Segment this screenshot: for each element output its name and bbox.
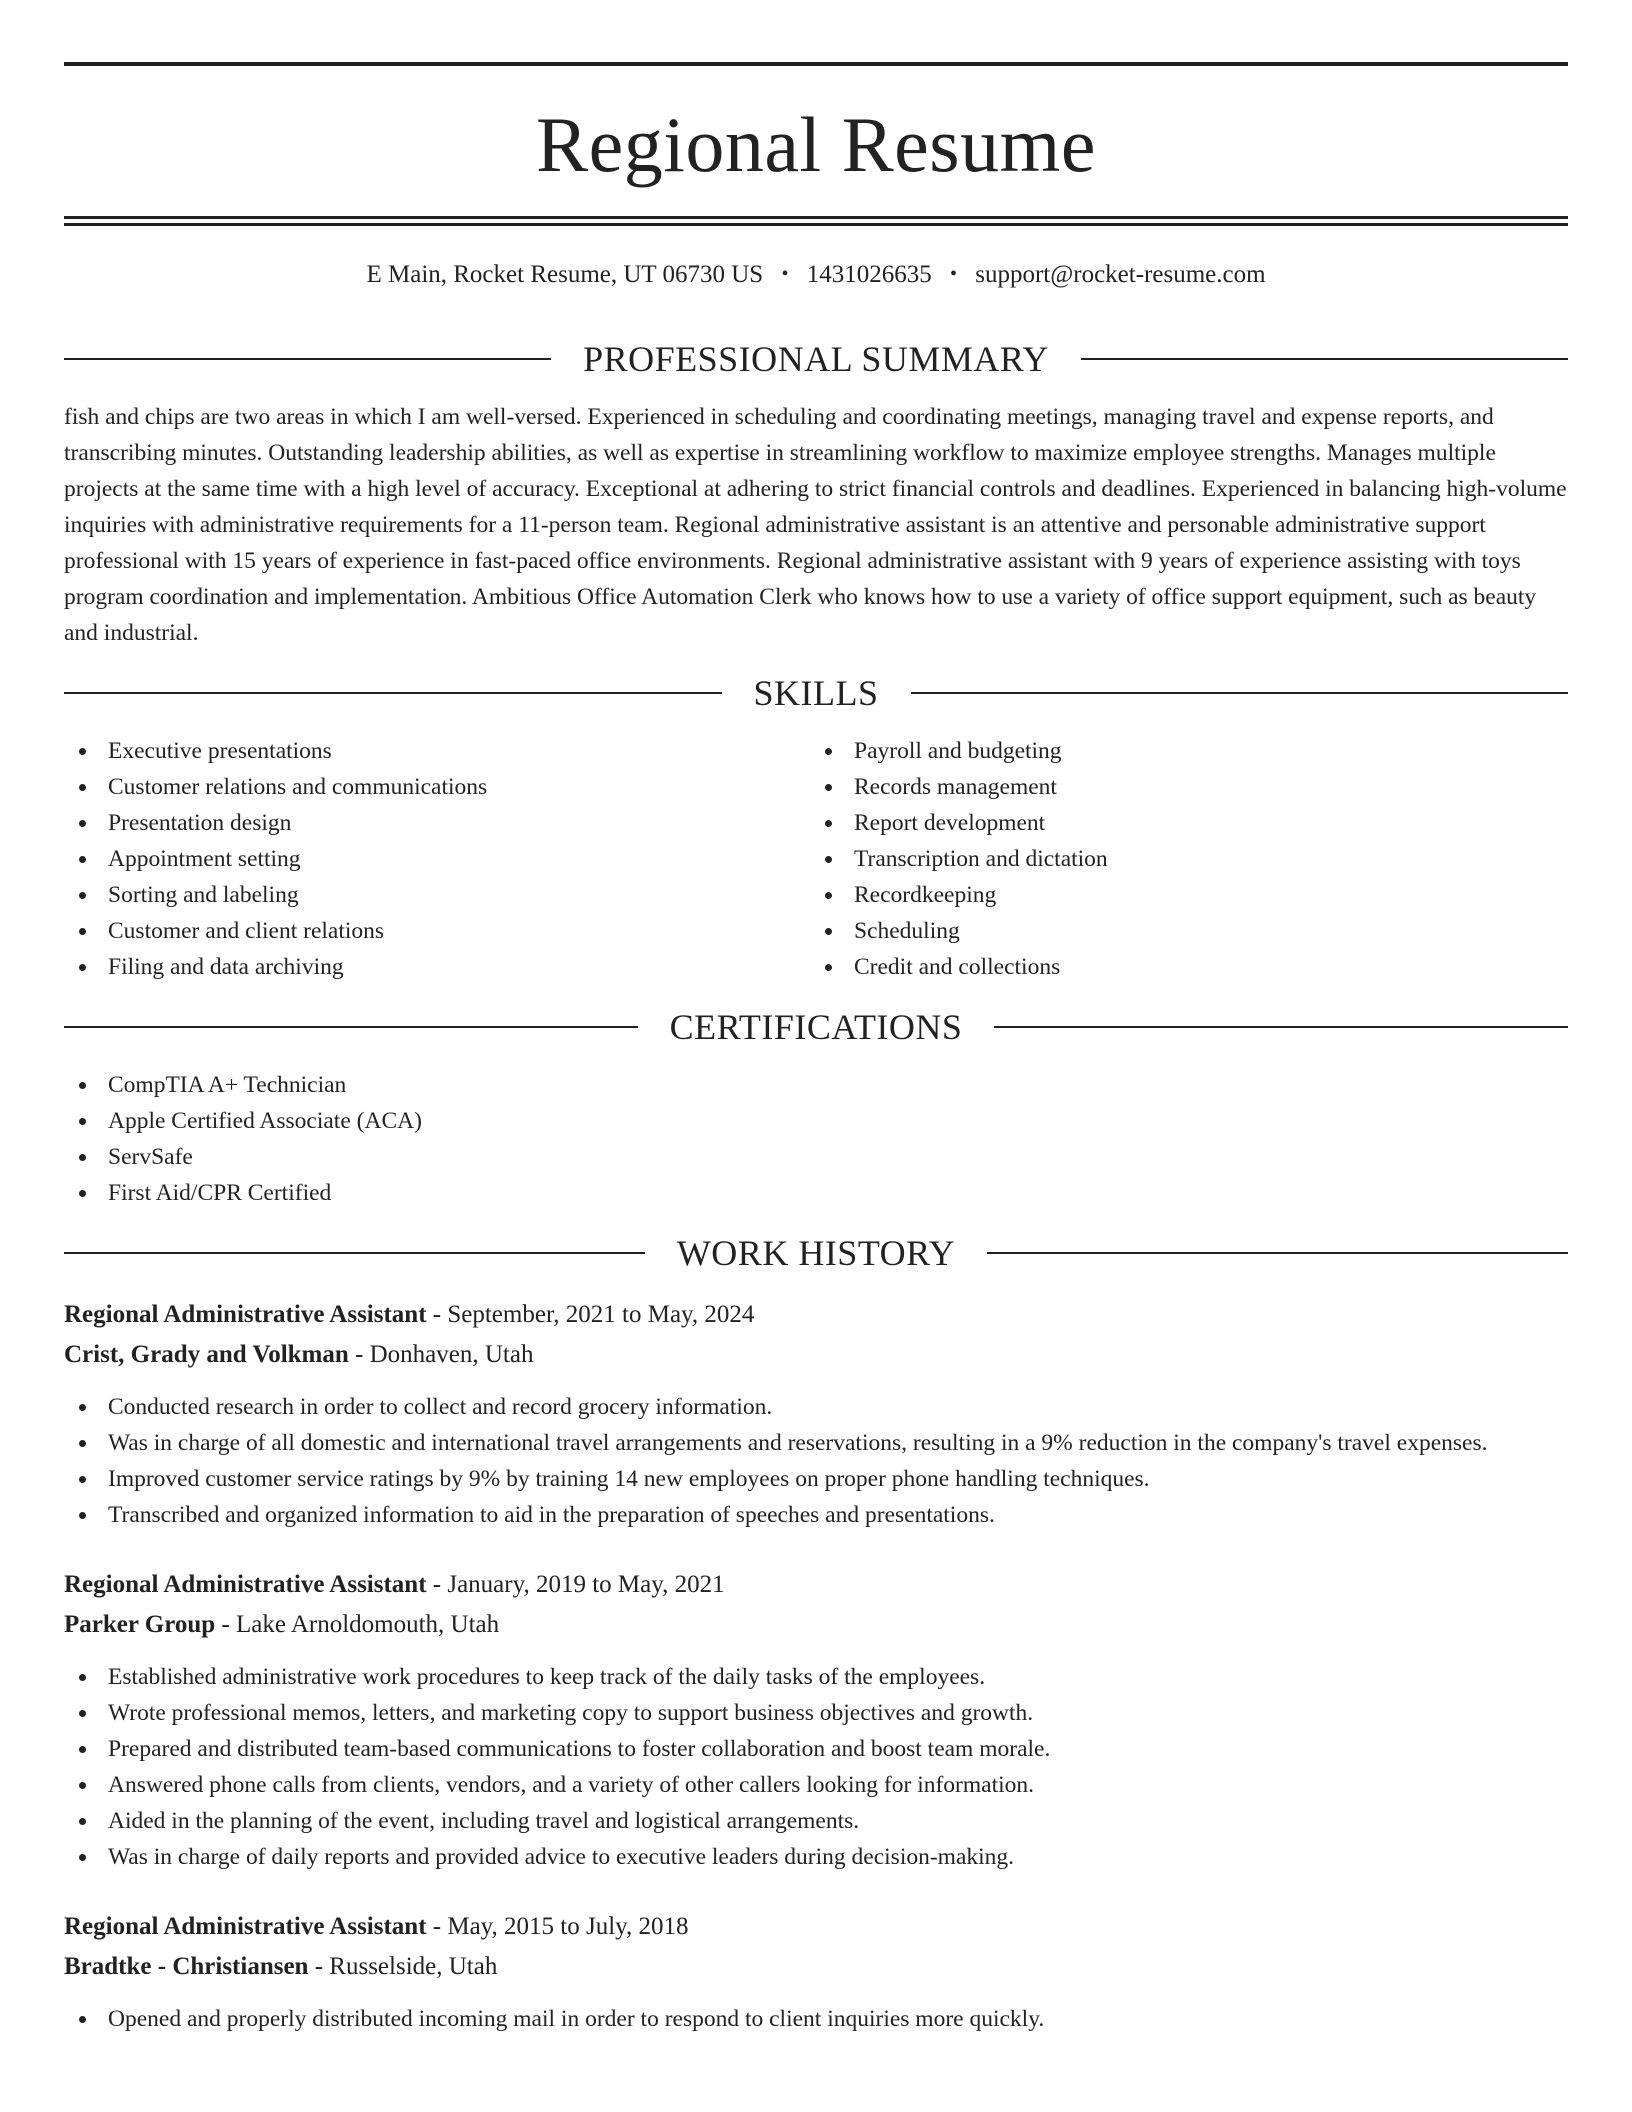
skills-heading (64, 675, 1568, 711)
job-title-line (64, 1907, 1568, 1947)
job-entry (64, 1295, 1568, 1533)
job-bullet: Was in charge of all domestic and international travel arrangements and reservations, resulting in a 9% reduction in the company's travel expenses. (64, 1425, 1568, 1461)
job-bullet: Improved customer service ratings by 9% by training 14 new employees on proper phone handling techniques. (64, 1461, 1568, 1497)
work-heading (64, 1235, 1568, 1271)
certifications-heading (64, 1009, 1568, 1045)
certifications-list (64, 1067, 1568, 1211)
summary-text: fish and chips are two areas in which I am well-versed. Experienced in scheduling and coordinating meetings, managing travel and expense reports, and transcribing minutes. Outstanding leadership abilities, as well as expertise in streamlining workflow to maximize employee strengths. Manages multiple projects at the same time with a high level of accuracy. Exceptional at adhering to strict financial controls and deadlines. Experienced in balancing high-volume inquiries with administrative requirements for a 11-person team. Regional administrative assistant is an attentive and personable administrative support professional with 15 years of experience in fast-paced office environments. Regional administrative assistant with 9 years of experience assisting with toys program coordination and implementation. Ambitious Office Automation Clerk who knows how to use a variety of office support equipment, such as beauty and industrial. (64, 404, 1567, 646)
job-company: Crist, Grady and Volkman (64, 1341, 349, 1368)
skills-list (64, 733, 1568, 985)
contact-line (64, 262, 1568, 287)
resume-name: Regional Resume (536, 101, 1096, 188)
job-entry (64, 1565, 1568, 1875)
skill-item: Customer relations and communications (64, 769, 822, 805)
job-dates: - September, 2021 to May, 2024 (426, 1301, 755, 1328)
skill-item: Recordkeeping (810, 877, 1568, 913)
heading-rule-left (64, 1026, 638, 1028)
skill-item: Presentation design (64, 805, 822, 841)
skills-right-column (810, 733, 1568, 985)
job-location: - Donhaven, Utah (348, 1341, 534, 1368)
skill-item: Scheduling (810, 913, 1568, 949)
job-bullet: Prepared and distributed team-based communications to foster collaboration and boost team morale. (64, 1731, 1568, 1767)
job-company-line (64, 1947, 1568, 1987)
job-bullets (64, 1389, 1568, 1533)
heading-rule-right (987, 1252, 1568, 1254)
job-entry (64, 1907, 1568, 2037)
heading-rule-right (911, 692, 1569, 694)
contact-separator: • (781, 263, 789, 285)
job-company: Bradtke - Christiansen (64, 1953, 309, 1980)
job-company-line (64, 1605, 1568, 1645)
heading-rule-left (64, 692, 722, 694)
skill-item: Appointment setting (64, 841, 822, 877)
job-title: Regional Administrative Assistant (64, 1913, 427, 1940)
job-company-line (64, 1335, 1568, 1375)
contact-separator: • (949, 263, 957, 285)
job-dates: - January, 2019 to May, 2021 (426, 1571, 725, 1598)
job-bullet: Transcribed and organized information to aid in the preparation of speeches and presentations. (64, 1497, 1568, 1533)
certification-item: CompTIA A+ Technician (64, 1067, 1568, 1103)
skill-item: Customer and client relations (64, 913, 822, 949)
job-company: Parker Group (64, 1611, 216, 1638)
certification-item: Apple Certified Associate (ACA) (64, 1103, 1568, 1139)
skill-item: Report development (810, 805, 1568, 841)
heading-rule-left (64, 358, 551, 360)
heading-rule-right (994, 1026, 1568, 1028)
double-rule (64, 216, 1568, 226)
job-title: Regional Administrative Assistant (64, 1301, 427, 1328)
summary-heading (64, 341, 1568, 377)
job-bullet: Established administrative work procedures to keep track of the daily tasks of the employees. (64, 1659, 1568, 1695)
job-bullets (64, 1659, 1568, 1875)
job-title-line (64, 1295, 1568, 1335)
job-bullet: Opened and properly distributed incoming mail in order to respond to client inquiries more quickly. (64, 2001, 1568, 2037)
skills-left-column (64, 733, 822, 985)
heading-rule-right (1081, 358, 1568, 360)
job-bullet: Answered phone calls from clients, vendors, and a variety of other callers looking for information. (64, 1767, 1568, 1803)
job-bullet: Was in charge of daily reports and provided advice to executive leaders during decision-making. (64, 1839, 1568, 1875)
skill-item: Records management (810, 769, 1568, 805)
skill-item: Filing and data archiving (64, 949, 822, 985)
contact-address: E Main, Rocket Resume, UT 06730 US (366, 261, 764, 288)
skill-item: Credit and collections (810, 949, 1568, 985)
skill-item: Executive presentations (64, 733, 822, 769)
job-location: - Russelside, Utah (308, 1953, 498, 1980)
certification-item: ServSafe (64, 1139, 1568, 1175)
skills-heading-text: SKILLS (753, 673, 879, 713)
summary-heading-text: PROFESSIONAL SUMMARY (583, 339, 1049, 379)
job-dates: - May, 2015 to July, 2018 (426, 1913, 689, 1940)
job-bullet: Aided in the planning of the event, including travel and logistical arrangements. (64, 1803, 1568, 1839)
work-heading-text: WORK HISTORY (676, 1233, 956, 1273)
certification-item: First Aid/CPR Certified (64, 1175, 1568, 1211)
certifications-heading-text: CERTIFICATIONS (669, 1007, 963, 1047)
job-title-line (64, 1565, 1568, 1605)
skill-item: Transcription and dictation (810, 841, 1568, 877)
job-bullets (64, 2001, 1568, 2037)
skill-item: Payroll and budgeting (810, 733, 1568, 769)
job-title: Regional Administrative Assistant (64, 1571, 427, 1598)
contact-phone: 1431026635 (806, 261, 932, 288)
job-bullet: Conducted research in order to collect and record grocery information. (64, 1389, 1568, 1425)
job-location: - Lake Arnoldomouth, Utah (215, 1611, 500, 1638)
skill-item: Sorting and labeling (64, 877, 822, 913)
heading-rule-left (64, 1252, 645, 1254)
job-bullet: Wrote professional memos, letters, and marketing copy to support business objectives and growth. (64, 1695, 1568, 1731)
contact-email: support@rocket-resume.com (975, 261, 1266, 288)
